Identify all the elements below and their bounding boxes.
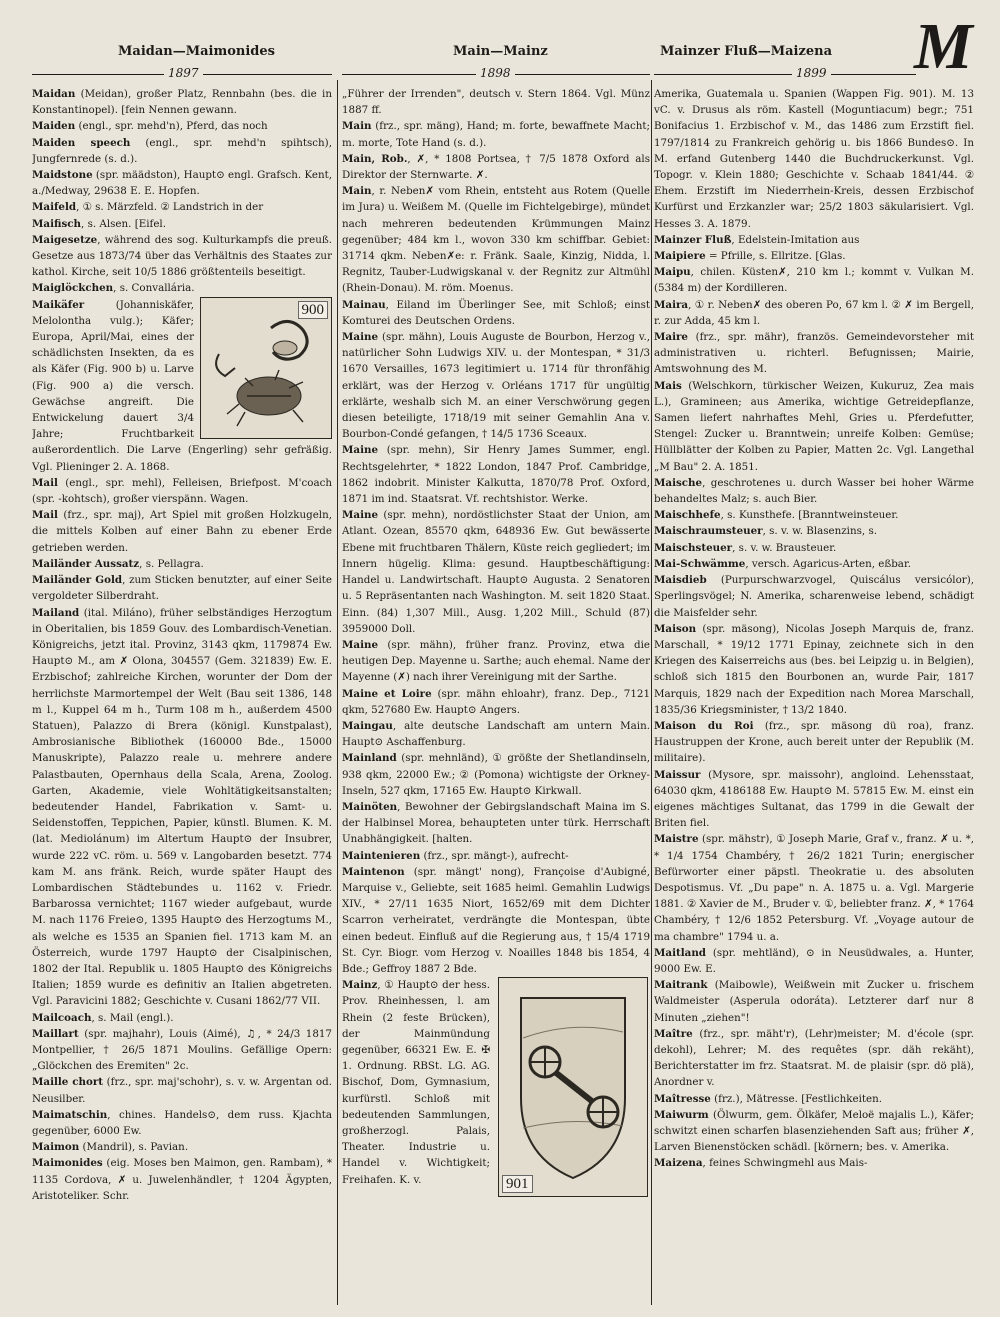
entry-headword: Maine	[342, 444, 379, 457]
entry-headword: Mailcoach	[32, 1011, 92, 1024]
entry-headword: Mainz	[342, 979, 378, 992]
entry-headword: Maikäfer	[32, 298, 85, 311]
column-divider	[651, 80, 652, 1305]
entry-text: , ① r. Neben✗ des oberen Po, 67 km l. ② ✗ im Bergell, r. zur Adda, 45 km l.	[654, 298, 974, 327]
entry-headword: Mainöten	[342, 800, 398, 813]
entry-text: , chines. Handels⊙, dem russ. Kjachta gegenüber, 6000 Ew.	[32, 1108, 332, 1137]
entry-text: , ① Haupt⊙ der hess. Prov. Rheinhessen, l. am Rhein (2 feste Brücken), der Mainmündung gegenüber, 66321 Ew. E. ✠ 1. Ordnung. RBSt. LG. AG. Bischof, Dom, Gymnasium, kurfürstl. Schloß mit bedeutenden Sammlungen, großherzogl. Palais, Theater. Industrie u. Handel v. Wichtigkeit; Freihafen. K. v.	[342, 979, 490, 1186]
dictionary-entry	[342, 86, 650, 118]
dictionary-entry	[654, 248, 974, 264]
entry-text: (eig. Moses ben Maimon, gen. Rambam), * 1135 Cordova, ✗ u. Juwelenhändler, † 1204 Ägypten, Aristoteliker. Schr.	[32, 1157, 332, 1202]
entry-text: , s. Alsen. [Eifel.	[81, 217, 166, 230]
entry-text: (spr. mängt' nong), Françoise d'Aubigné, Marquise v., Geliebte, seit 1685 heiml. Gemahlin Ludwigs XIV., * 27/11 1635 Niort, 1652/69 mit dem Dichter Scarron verheiratet, verdrängte die Montespan, übte einen bedeut. Einfluß auf die Regierung aus, † 15/4 1719 St. Cyr. Biogr. vom Herzog v. Noailles 1848 bis 1854, 4 Bde.; Geffroy 1887 2 Bde.	[342, 865, 650, 975]
dictionary-entry	[654, 86, 974, 232]
figure-cockchafer	[200, 297, 332, 439]
entry-headword: Mail	[32, 476, 58, 489]
dictionary-entry	[654, 1026, 974, 1091]
dictionary-entry	[32, 507, 332, 556]
entry-headword: Maintenon	[342, 865, 405, 878]
entry-headword: Maille chort	[32, 1076, 104, 1089]
dictionary-entry	[32, 135, 332, 167]
entry-headword: Maiden speech	[32, 136, 131, 149]
entry-headword: Maitrank	[654, 979, 708, 992]
entry-text: (Mandril), s. Pavian.	[79, 1141, 189, 1154]
entry-headword: Main	[342, 185, 372, 198]
entry-headword: Maison	[654, 622, 697, 635]
entry-headword: Mai-Schwämme	[654, 557, 746, 570]
entry-text: (frz., spr. mäng), Hand; m. forte, bewaffnete Macht; m. morte, Tote Hand (s. d.).	[342, 120, 650, 149]
entry-headword: Maigesetze	[32, 233, 98, 246]
entry-text: (spr. mähn ehloahr), franz. Dep., 7121 qkm, 527680 Ew. Haupt⊙ Angers.	[342, 687, 650, 716]
entry-text: (ital. Miláno), früher selbständiges Herzogtum in Oberitalien, bis 1859 Gouv. des Lombardisch-Venetian. Königreichs, jetzt ital. Provinz, 3143 qkm, 1179874 Ew. Haupt⊙ M., am ✗ Olona, 304557 (Gem. 321839) Ew. E. Erzbischof; zahlreiche Kirchen, worunter der Dom der herrlichste Marmortempel der Welt (Bau seit 1386, 148 m l., Kuppel 64 m h., Turm 108 m h., außerdem 4500 Statuen), Palazzo di Brera (königl. Kunstpalast), Ambrosianische Bibliothek (160000 Bde., 15000 Manuskripte), Palazzo reale u. mehrere andere Palastbauten, Opernhaus della Scala, Arena, Zoolog. Garten, Akademie, viele Wohltätigkeitsanstalten; bedeutender Handel, Fabrikation v. Samt- u. Seidenstoffen, Teppichen, Papier, künstl. Blumen. K. M. (lat. Mediolánum) im Altertum Haupt⊙ der Insubrer, wurde 222 vC. röm. u. 569 v. Langobarden besetzt. 774 kam M. ans fränk. Reich, wurde später Haupt des Lombardischen Städtebundes u. 1162 v. Friedr. Barbarossa vernichtet; 1167 wieder aufgebaut, wurde M. nach 1176 Freie⊙, 1395 Haupt⊙ des Herzogtums M., als welche es 1535 an Spanien fiel. 1713 kam M. an Österreich, wurde 1797 Haupt⊙ der Cisalpinischen, 1802 der Ital. Republik u. 1805 Haupt⊙ des Königreichs Italien; 1859 wurde es definitiv an Italien abgetreten. Vgl. Paravicini 1882; Geschichte v. Cusani 1862/77 VII.	[32, 606, 332, 1008]
rule-right	[654, 74, 916, 75]
dictionary-entry	[342, 718, 650, 750]
entry-text: , versch. Agaricus-Arten, eßbar.	[745, 557, 912, 570]
dictionary-entry	[32, 1155, 332, 1204]
dictionary-entry	[32, 475, 332, 507]
entry-text: (spr. mähn), früher franz. Provinz, etwa die heutigen Dep. Mayenne u. Sarthe; auch ehemal. Name der Mayenne (✗) nach ihrer Vereinigung mit der Sarthe.	[342, 638, 650, 684]
entry-text: (spr. majhahr), Louis (Aimé), ♫, * 24/3 1817 Montpellier, † 26/5 1871 Moulins. Gefällige Opern: „Glöckchen des Eremiten" 2c.	[32, 1027, 332, 1073]
entry-headword: Mailänder Gold	[32, 574, 123, 587]
entry-headword: Maisdieb	[654, 574, 707, 587]
figure-number: 900	[298, 301, 329, 319]
entry-headword: Maiden	[32, 120, 76, 133]
header-center: Main—Mainz	[453, 44, 548, 59]
entry-headword: Mais	[654, 379, 682, 392]
entry-text: (Johanniskäfer, Melolontha vulg.); Käfer; Europa, April/Mai, eines der schädlichsten Insekten, da es als Käfer (Fig. 900 b) u. Larve (Fig. 900 a) die versch. Gewächse angreift. Die Entwickelung dauert 3/4 Jahre; Fruchtbarkeit außerordentlich. Die Larve (Engerling) sehr gefräßig. Vgl. Plieninger 2. A. 1868.	[32, 298, 332, 473]
entry-text: (Purpurschwarzvogel, Quiscálus versicólor), Sperlingsvögel; N. Amerika, scharenweise lebend, schädigt die Maisfelder sehr.	[654, 574, 974, 619]
entry-headword: Maimatschin	[32, 1108, 108, 1121]
entry-headword: Maine	[342, 509, 379, 522]
dictionary-entry	[32, 1107, 332, 1139]
entry-headword: Maissur	[654, 768, 701, 781]
entry-text: , feines Schwingmehl aus Mais-	[702, 1157, 868, 1170]
dictionary-entry	[342, 151, 650, 183]
entry-headword: Mailand	[32, 606, 80, 619]
entry-text: (spr. mähstr), ① Joseph Marie, Graf v., franz. ✗ u. *, * 1/4 1754 Chambéry, † 26/2 1821 Turin; energischer Befürworter einer päpstl. Theokratie u. des absoluten Despotismus. Vf. „Du pape" n. A. 1875 u. a. Vgl. Margerie 1881. ② Xavier de M., Bruder v. ①, beliebter franz. ✗, * 1764 Chambéry, † 12/6 1852 Petersburg. Vf. „Voyage autour de ma chambre" 1794 u. a.	[654, 833, 974, 943]
entry-headword: Maintenieren	[342, 849, 421, 862]
dictionary-entry	[32, 1026, 332, 1075]
entry-headword: Mailänder Aussatz	[32, 557, 140, 570]
entry-text: (spr. mehn), nordöstlichster Staat der Union, am Atlant. Ozean, 85570 qkm, 648936 Ew. Gut bewässerte Ebene mit fruchtbaren Thälern, Küste reich gegliedert; im Innern hügelig. Klima: gesund. Hauptbeschäftigung: Handel u. Landwirtschaft. Haupt⊙ Augusta. 2 Senatoren u. 5 Repräsentanten nach Washington. M. seit 1820 Staat. Einn. (84) 1,307 Mill., Ausg. 1,202 Mill., Schuld (87) 3959000 Doll.	[342, 509, 650, 635]
dictionary-entry	[654, 767, 974, 832]
dictionary-entry	[654, 621, 974, 718]
entry-headword: Maîtresse	[654, 1092, 711, 1105]
section-letter: M	[914, 10, 973, 83]
entry-text: , Edelstein-Imitation aus	[731, 233, 860, 246]
entry-headword: Maischhefe	[654, 509, 721, 522]
entry-text: (frz., spr. mängt-), aufrecht-	[420, 849, 569, 862]
dictionary-entry	[32, 297, 332, 475]
dictionary-entry	[654, 556, 974, 572]
dictionary-entry	[654, 831, 974, 944]
dictionary-entry	[342, 329, 650, 442]
entry-text: (Maibowle), Weißwein mit Zucker u. frischem Waldmeister (Asperula odoráta). Letzterer darf nur 8 Minuten „ziehen"!	[654, 979, 974, 1024]
entry-text: (Meidan), großer Platz, Rennbahn (bes. die in Konstantinopel). [fein Nennen gewann.	[32, 88, 332, 117]
dictionary-entry	[342, 686, 650, 718]
page-number-left: 1897	[164, 66, 203, 80]
entry-text: , s. Kunsthefe. [Branntweinsteuer.	[720, 509, 899, 522]
entry-text: (spr. mähn), Louis Auguste de Bourbon, Herzog v., natürlicher Sohn Ludwigs XIV. u. der Montespan, * 31/3 1670 Versailles, 1673 legitimiert u. 1714 für thronfähig erklärt, was der Herzog v. Orléans 1717 für ungültig erklärte, weshalb sich M. an einer Verschwörung gegen diesen beteiligte, 1718/19 mit seiner Gemahlin Ana v. Bourbon-Condé gefangen, † 14/5 1736 Sceaux.	[342, 331, 650, 441]
dictionary-entry	[342, 848, 650, 864]
entry-text: (frz., spr. mäsong dü roa), franz. Haustruppen der Krone, auch bereit unter der Republik (M. militaire).	[654, 719, 974, 765]
dictionary-entry	[32, 572, 332, 604]
entry-headword: Maison du Roi	[654, 719, 754, 732]
dictionary-entry	[32, 232, 332, 281]
header-left: Maidan—Maimonides	[118, 44, 275, 59]
page-number-right: 1899	[792, 66, 831, 80]
dictionary-entry	[342, 637, 650, 686]
dictionary-entry	[342, 799, 650, 848]
dictionary-entry	[654, 977, 974, 1026]
entry-text: , s. v. w. Blasenzins, s.	[762, 525, 877, 538]
dictionary-entry	[32, 556, 332, 572]
dictionary-entry	[654, 378, 974, 475]
entry-text: , Bewohner der Gebirgslandschaft Maina im S. der Halbinsel Morea, behaupteten unter türk. Herrschaft Unabhängigkeit. [halten.	[342, 800, 650, 846]
dictionary-entry	[32, 199, 332, 215]
entry-text: (spr. mäsong), Nicolas Joseph Marquis de, franz. Marschall, * 19/12 1771 Epinay, zeichnete sich in den Kriegen des Kaiserreichs aus (bes. bei Leipzig u. in Belgien), schloß sich 1815 den Bourbonen an, wurde Pair, 1817 Marquis, 1829 nach der Expedition nach Morea Marschall, 1835/36 Kriegsminister, † 13/2 1840.	[654, 622, 974, 716]
entry-headword: Main	[342, 120, 372, 133]
dictionary-entry	[654, 1107, 974, 1156]
entry-text: (engl., spr. mehl), Felleisen, Briefpost. M'coach (spr. -kohtsch), großer vierspänn. Wagen.	[32, 476, 332, 506]
entry-headword: Maidstone	[32, 169, 93, 182]
entry-headword: Maimon	[32, 1141, 80, 1154]
entry-text: , während des sog. Kulturkampfs die preuß. Gesetze aus 1873/74 über das Verhältnis des Staates zur kathol. Kirche, seit 10/5 1886 größtenteils beseitigt.	[32, 233, 332, 279]
column-divider	[337, 80, 338, 1305]
entry-headword: Maifisch	[32, 217, 82, 230]
entry-text: (Ölwurm, gem. Ölkäfer, Meloë majalis L.), Käfer; schwitzt einen scharfen blasenziehenden Saft aus; früher ✗, Larven Bienenstöcken schädl. [körnern; bes. v. Amerika.	[654, 1108, 974, 1154]
entry-headword: Maipu	[654, 266, 691, 279]
entry-headword: Maine et Loire	[342, 687, 432, 700]
column-2	[342, 86, 650, 1304]
entry-headword: Mail	[32, 509, 58, 522]
entry-text: , s. Convallária.	[113, 282, 195, 295]
dictionary-entry	[654, 297, 974, 329]
dictionary-entry	[342, 183, 650, 296]
dictionary-entry	[654, 572, 974, 621]
entry-text: (spr. mehnländ), ① größte der Shetlandinseln, 938 qkm, 22000 Ew.; ② (Pomona) wichtigste der Orkney-Inseln, 527 qkm, 17165 Ew. Haupt⊙ Kirkwall.	[342, 752, 650, 797]
page-number-center: 1898	[476, 66, 515, 80]
entry-text: , r. Neben✗ vom Rhein, entsteht aus Rotem (Quelle im Jura) u. Weißem M. (Quelle im Fichtelgebirge), mündet nach mehreren bedeutenden Krümmungen Mainz gegenüber; 484 km l., wovon 330 km schiffbar. Gebiet: 31714 qkm. Neben✗e: r. Fränk. Saale, Kinzig, Nidda, l. Regnitz, Tauber-Ludwigskanal v. der Regnitz zur Altmühl (Rhein-Donau). M. röm. Moenus.	[342, 185, 650, 295]
entry-headword: Maischsteuer	[654, 541, 733, 554]
entry-text: Amerika, Guatemala u. Spanien (Wappen Fig. 901). M. 13 vC. v. Drusus als röm. Kastell (Moguntiacum) begr.; 751 Bonifacius 1. Erzbischof v. M., das 1486 zum Erzstift fiel. 1797/1814 zu Frankreich gehörig u. bis 1866 Bundes⊙. In M. erfand Gutenberg 1440 die Buchdruckerkunst. Vgl. Topogr. v. Klein 1880; Geschichte v. Schaab 1841/44. ② Ehem. Erzstift im Niederrhein-Kreis, dessen Erzbischof Kurfürst und Erzkanzler war; 25/2 1803 säkularisiert. Vgl. Hesses 3. A. 1879.	[654, 88, 974, 230]
dictionary-entry	[654, 232, 974, 248]
entry-headword: Mainzer Fluß	[654, 233, 732, 246]
dictionary-entry	[342, 977, 650, 1192]
entry-headword: Maizena	[654, 1157, 703, 1170]
entry-text: (spr. määdston), Haupt⊙ engl. Grafsch. Kent, a./Medway, 29638 E. E. Hopfen.	[32, 169, 332, 198]
entry-headword: Maistre	[654, 833, 699, 846]
entry-headword: Maître	[654, 1027, 693, 1040]
dictionary-entry	[654, 718, 974, 767]
entry-text: , s. Pellagra.	[139, 557, 204, 570]
entry-text: , s. v. w. Brausteuer.	[732, 541, 837, 554]
dictionary-entry	[32, 1139, 332, 1155]
dictionary-entry	[654, 1091, 974, 1107]
dictionary-entry	[342, 864, 650, 977]
dictionary-entry	[654, 507, 974, 523]
entry-headword: Maiwurm	[654, 1108, 709, 1121]
entry-text: = Pfrille, s. Ellritze. [Glas.	[705, 250, 846, 263]
entry-text: (frz.), Mätresse. [Festlichkeiten.	[710, 1092, 883, 1105]
entry-text: (frz., spr. mähr), französ. Gemeindevorsteher mit administrativen u. richterl. Befugnissen; Mairie, Amtswohnung des M.	[654, 331, 974, 376]
entry-text: (frz., spr. maj), Art Spiel mit großen Holzkugeln, die mittels Kolben auf einer Bahn zu ebener Erde getrieben werden.	[32, 509, 332, 554]
entry-headword: Maira	[654, 298, 689, 311]
figure-number: 901	[502, 1175, 533, 1193]
entry-text: , alte deutsche Landschaft am untern Main. Haupt⊙ Aschaffenburg.	[342, 719, 650, 749]
entry-text: , chilen. Küsten✗, 210 km l.; kommt v. Vulkan M. (5384 m) der Kordilleren.	[654, 266, 974, 295]
dictionary-entry	[342, 507, 650, 637]
entry-headword: Maiglöckchen	[32, 282, 114, 295]
entry-text: , geschrotenes u. durch Wasser bei hoher Wärme behandeltes Malz; s. auch Bier.	[654, 476, 974, 506]
entry-text: , ✗, * 1808 Portsea, † 7/5 1878 Oxford als Direktor der Sternwarte. ✗.	[342, 152, 650, 182]
entry-headword: Maitland	[654, 946, 707, 959]
entry-text: , ① s. Märzfeld. ② Landstrich in der	[76, 201, 264, 214]
entry-text: (engl., spr. mehd'n), Pferd, das noch	[75, 120, 268, 133]
entry-headword: Mainland	[342, 752, 397, 765]
entry-headword: Maipiere	[654, 250, 706, 263]
entry-headword: Maine	[342, 638, 379, 651]
entry-text: (frz., spr. mäht'r), (Lehr)meister; M. d'école (spr. dekohl), Lehrer; M. des requêtes (spr. däh rekäht), Berichterstatter im frz. Staatsrat. M. de plaisir (spr. dö plä), Anordner v.	[654, 1027, 974, 1089]
entry-headword: Maillart	[32, 1027, 79, 1040]
entry-text: , Eiland im Überlinger See, mit Schloß; einst Komturei des Deutschen Ordens.	[342, 298, 650, 327]
entry-text: (spr. mehtländ), ⊙ in Neusüdwales, a. Hunter, 9000 Ew. E.	[654, 946, 974, 975]
entry-headword: Mainau	[342, 298, 386, 311]
figure-coat-of-arms	[498, 977, 648, 1197]
entry-text: „Führer der Irrenden", deutsch v. Stern 1864. Vgl. Münz 1887 ff.	[342, 88, 650, 117]
dictionary-entry	[654, 540, 974, 556]
entry-text: , s. Mail (engl.).	[91, 1011, 174, 1024]
dictionary-entry	[654, 329, 974, 378]
entry-headword: Maischraumsteuer	[654, 525, 763, 538]
entry-headword: Maire	[654, 331, 688, 344]
dictionary-entry	[654, 1155, 974, 1171]
entry-headword: Maimonides	[32, 1157, 103, 1170]
dictionary-entry	[32, 280, 332, 296]
dictionary-entry	[32, 216, 332, 232]
entry-text: (spr. mehn), Sir Henry James Summer, engl. Rechtsgelehrter, * 1822 London, 1847 Prof. Cambridge, 1862 indobrit. Minister Kalkutta, 1870/78 Prof. Oxford, 1871 im ind. Staatsrat. Vf. rechtshistor. Werke.	[342, 444, 650, 506]
entry-text: , zum Sticken benutzter, auf einer Seite vergoldeter Silberdraht.	[32, 574, 332, 603]
dictionary-entry	[342, 442, 650, 507]
dictionary-entry	[32, 605, 332, 1010]
entry-text: (frz., spr. maj'schohr), s. v. w. Argentan od. Neusilber.	[32, 1076, 332, 1105]
dictionary-entry	[32, 167, 332, 199]
dictionary-entry	[342, 118, 650, 150]
dictionary-entry	[32, 1010, 332, 1026]
dictionary-entry	[342, 750, 650, 799]
dictionary-entry	[654, 945, 974, 977]
entry-headword: Maidan	[32, 88, 76, 100]
header-right: Mainzer Fluß—Maizena	[660, 44, 833, 59]
entry-headword: Maingau	[342, 719, 393, 732]
entry-text: (Welschkorn, türkischer Weizen, Kukuruz, Zea mais L.), Gramineen; aus Amerika, wichtige Getreidepflanze, Samen liefert nahrhaftes Mehl, Gries u. Pferdefutter, Stengel: Zucker u. Branntwein; unreife Kolben: Gemüse; Hüllblätter der Kolben zu Papier, Matten 2c. Vgl. Langethal „M Bau" 2. A. 1851.	[654, 379, 974, 473]
entry-text: (engl., spr. mehd'n spihtsch), Jungfernrede (s. d.).	[32, 136, 332, 165]
dictionary-entry	[654, 523, 974, 539]
dictionary-entry	[342, 297, 650, 329]
coat-of-arms-illustration	[499, 978, 647, 1196]
entry-headword: Maifeld	[32, 201, 77, 214]
dictionary-entry	[654, 475, 974, 507]
dictionary-entry	[654, 264, 974, 296]
entry-headword: Maische	[654, 476, 703, 489]
dictionary-entry	[32, 118, 332, 134]
column-1	[32, 86, 332, 1304]
entry-text: (Mysore, spr. maissohr), angloind. Lehensstaat, 64030 qkm, 4186188 Ew. Haupt⊙ M. 57815 Ew. M. einst ein eigenes mächtiges Sultanat, das 1799 in die Gewalt der Briten fiel.	[654, 768, 974, 830]
dictionary-entry	[32, 86, 332, 118]
entry-headword: Maine	[342, 331, 379, 344]
column-3	[654, 86, 974, 1304]
dictionary-entry	[32, 1074, 332, 1106]
entry-headword: Main, Rob.	[342, 152, 408, 165]
